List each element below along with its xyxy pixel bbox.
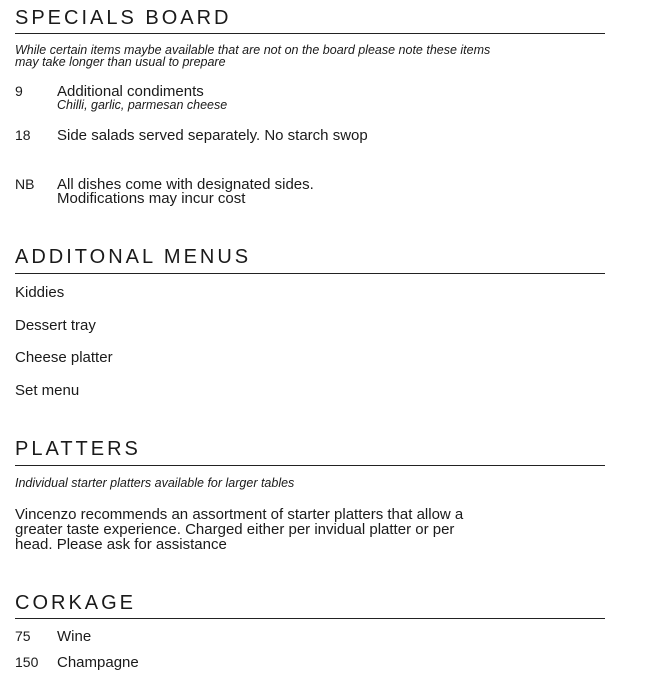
special-item-number: NB (15, 176, 35, 192)
menu-item-cheese-platter: Cheese platter (15, 349, 113, 366)
special-item-number: 9 (15, 83, 23, 99)
corkage-item: Wine (57, 628, 92, 645)
menu-item-kiddies: Kiddies (15, 284, 65, 301)
menu-item-dessert-tray: Dessert tray (15, 317, 96, 334)
specials-note-line-1: While certain items maybe available that are not on the board please note these items (15, 43, 491, 57)
corkage-item: Champagne (57, 654, 139, 671)
additional-menus-title: ADDITONAL MENUS (15, 246, 252, 268)
corkage-price: 150 (15, 654, 39, 670)
menu-item-set-menu: Set menu (15, 382, 80, 399)
menu-page (15, 0, 605, 684)
platters-paragraph-line-3: head. Please ask for assistance (15, 536, 227, 553)
special-item-text-line-2: Modifications may incur cost (57, 190, 246, 207)
specials-note-line-2: may take longer than usual to prepare (15, 55, 226, 69)
corkage-title: CORKAGE (15, 592, 137, 614)
platters-paragraph-line-2: greater taste experience. Charged either per invidual platter or per (15, 521, 455, 538)
special-item-subtext: Chilli, garlic, parmesan cheese (57, 98, 228, 112)
corkage-divider (15, 618, 605, 619)
platters-paragraph-line-1: Vincenzo recommends an assortment of starter platters that allow a (15, 506, 464, 523)
corkage-price: 75 (15, 628, 31, 644)
specials-divider (15, 33, 605, 34)
special-item-number: 18 (15, 127, 31, 143)
special-item-text: Side salads served separately. No starch swop (57, 127, 368, 144)
specials-board-title: SPECIALS BOARD (15, 7, 232, 29)
additional-menus-divider (15, 273, 605, 274)
platters-divider (15, 465, 605, 466)
platters-title: PLATTERS (15, 438, 141, 460)
special-item-text: Additional condiments (57, 83, 204, 100)
special-item-text-line-1: All dishes come with designated sides. (57, 176, 314, 193)
platters-note: Individual starter platters available for larger tables (15, 476, 295, 490)
